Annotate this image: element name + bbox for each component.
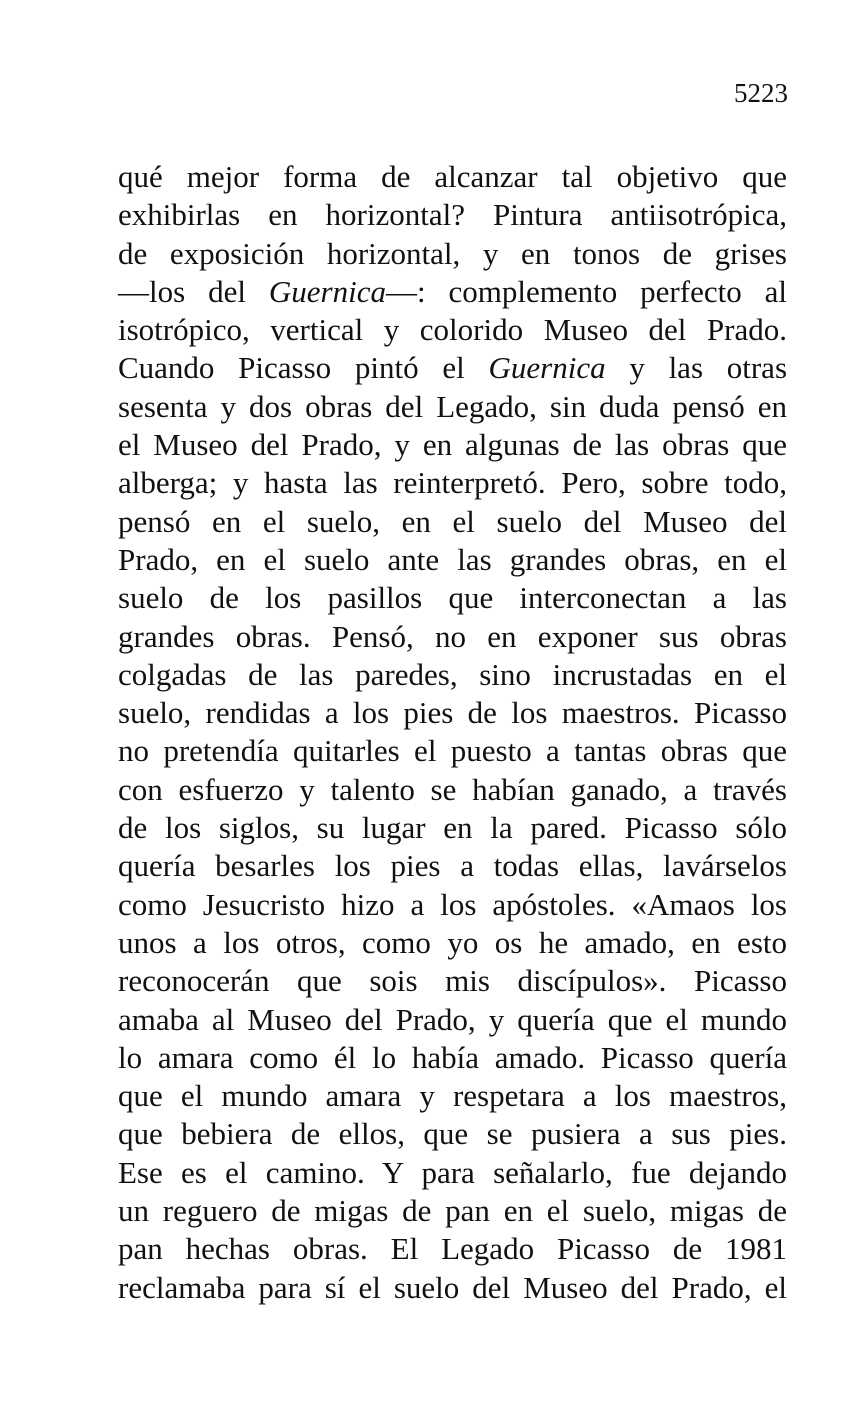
text-segment: isotrópico, vertical y colorido Museo del Prado. [118, 312, 787, 348]
text-line [118, 464, 787, 502]
text-line [118, 349, 787, 387]
text-segment: unos a los otros, como yo os he amado, en esto [118, 924, 787, 960]
text-segment: colgadas de las paredes, sino incrustadas en el [118, 656, 787, 692]
text-segment: exhibirlas en horizontal? Pintura antiisotrópica, [118, 197, 787, 233]
text-line [118, 388, 787, 426]
text-line [118, 1269, 787, 1307]
text-line [118, 158, 787, 196]
text-segment: grandes obras. Pensó, no en exponer sus obras [118, 618, 787, 654]
page-number: 5223 [734, 78, 788, 108]
text-line [118, 1077, 787, 1115]
text-line [118, 847, 787, 885]
text-line [118, 1230, 787, 1268]
text-line [118, 1115, 787, 1153]
text-line [118, 771, 787, 809]
text-segment: Cuando Picasso pintó el [118, 350, 489, 386]
text-line [118, 311, 787, 349]
text-segment: —: complemento perfecto al [385, 273, 787, 309]
italic-title: Guernica [268, 273, 386, 309]
text-line [118, 924, 787, 962]
text-segment: Prado, en el suelo ante las grandes obras, en el [118, 541, 787, 577]
text-line [118, 618, 787, 656]
text-segment: de los siglos, su lugar en la pared. Picasso sólo [118, 810, 787, 846]
text-segment: de exposición horizontal, y en tonos de grises [118, 235, 787, 271]
text-segment: —los del [118, 273, 269, 309]
text-segment: no pretendía quitarles el puesto a tantas obras que [118, 733, 787, 769]
text-segment: suelo de los pasillos que interconectan a las [118, 580, 787, 616]
text-line [118, 656, 787, 694]
text-line [118, 886, 787, 924]
text-segment: con esfuerzo y talento se habían ganado, a través [118, 771, 787, 807]
text-segment: sesenta y dos obras del Legado, sin duda pensó en [118, 388, 787, 424]
text-segment: que el mundo amara y respetara a los maestros, [118, 1078, 787, 1114]
text-line [118, 694, 787, 732]
text-line [118, 1154, 787, 1192]
text-segment: suelo, rendidas a los pies de los maestros. Picasso [118, 695, 787, 731]
text-line [118, 809, 787, 847]
text-line [118, 579, 787, 617]
text-line [118, 962, 787, 1000]
text-segment: Ese es el camino. Y para señalarlo, fue dejando [118, 1154, 787, 1190]
text-segment: el Museo del Prado, y en algunas de las obras que [118, 427, 787, 463]
text-line [118, 732, 787, 770]
text-segment: qué mejor forma de alcanzar tal objetivo que [118, 159, 787, 194]
text-line [118, 1001, 787, 1039]
text-segment: quería besarles los pies a todas ellas, lavárselos [118, 848, 787, 884]
text-segment: pensó en el suelo, en el suelo del Museo del [118, 503, 787, 539]
italic-title: Guernica [488, 350, 606, 386]
text-segment: un reguero de migas de pan en el suelo, migas de [118, 1193, 787, 1229]
text-line [118, 426, 787, 464]
text-segment: amaba al Museo del Prado, y quería que el mundo [118, 1001, 787, 1037]
text-line [118, 1039, 787, 1077]
body-text [118, 158, 787, 1307]
text-segment: alberga; y hasta las reinterpretó. Pero, sobre todo, [118, 465, 787, 501]
text-segment: lo amara como él lo había amado. Picasso quería [118, 1039, 787, 1075]
text-segment: y las otras [605, 350, 788, 386]
text-segment: que bebiera de ellos, que se pusiera a sus pies. [118, 1116, 787, 1152]
text-line [118, 196, 787, 234]
text-line [118, 541, 787, 579]
text-line [118, 503, 787, 541]
text-line [118, 273, 787, 311]
text-segment: reconocerán que sois mis discípulos». Picasso [118, 963, 787, 999]
text-segment: como Jesucristo hizo a los apóstoles. «Amaos los [118, 886, 787, 922]
text-line [118, 1192, 787, 1230]
text-segment: pan hechas obras. El Legado Picasso de 1981 [118, 1231, 787, 1267]
text-line [118, 235, 787, 273]
text-segment: reclamaba para sí el suelo del Museo del Prado, el [118, 1269, 787, 1305]
